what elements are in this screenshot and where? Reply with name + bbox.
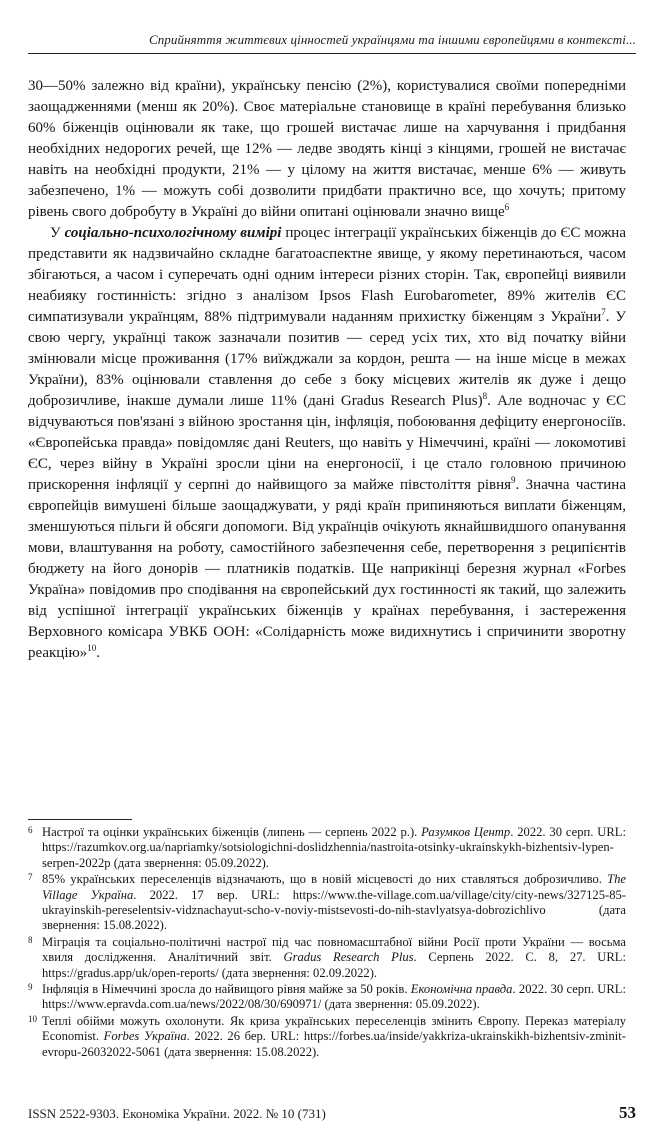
footnote-details: . 2022. 30 серп. URL: https://razumkov.org.ua/napriamky/sotsiologichni-doslidzhennia/nastroita-otsinky-ukrainskykh-bizhentsiv-lypen-serpen-2022p (дата звернення: 05.09.2022). bbox=[42, 825, 626, 870]
footnote-8 bbox=[28, 935, 626, 981]
footnote-ref-10[interactable]: 10 bbox=[87, 643, 97, 653]
page-footer bbox=[28, 1103, 636, 1123]
footnote-source: Разумков Центр bbox=[421, 825, 511, 839]
footnote-text: Теплі обійми можуть охолонути. Як криза українських переселенців змінить Європу. Переказ матеріалу Economist. bbox=[42, 1013, 626, 1044]
footnote-text: Інфляція в Німеччині зросла до найвищого рівня майже за 50 років. bbox=[42, 982, 411, 997]
paragraph-2-lead: У bbox=[50, 225, 65, 241]
paragraph-2 bbox=[28, 223, 626, 664]
footnote-details: . Серпень 2022. С. 8, 27. URL: https://gradus.app/uk/open-reports/ (дата звернення: 02.09.2022). bbox=[42, 950, 626, 980]
footnote-text: Настрої та оцінки українських біженців (липень — серпень 2022 р.). bbox=[42, 825, 422, 839]
footnote-ref-8[interactable]: 8 bbox=[482, 391, 488, 401]
emphasis-term: соціально-психологічному вимірі bbox=[64, 225, 282, 241]
footnote-divider bbox=[28, 819, 132, 820]
footnote-details: . 2022. 26 бер. URL: https://forbes.ua/inside/yakkriza-ukrainskikh-bizhentsiv-zminit-evropu-26032022-5061 (дата звернення: 15.08.2022). bbox=[42, 1029, 627, 1059]
paragraph-1-text: 30—50% залежно від країни), українську пенсію (2%), користувалися своїми попередніми заощадженнями (менш як 20%). Своє матеріальне становище в країні перебування близько 60% біженців оцінювали як таке, що грошей вистачає лише на харчування і придбання необхідних недорогих речей, ще 12% — ледве зводять кінці з кінцями, грошей не вистачає навіть на необхідні продукти, 21% — у цілому на життя вистачає, менше 6% — живуть забезпечено, 1% — можуть собі дозволити придбати практично все, що хочуть; притому рівень свого добробуту в Україні до війни опитані оцінювали значно вище bbox=[28, 78, 626, 220]
paragraph-2-text-b: . У свою чергу, українці також зазначали позитив — серед усіх тих, хто від початку війни змінювали місце проживання (17% виїжджали за кордон, решта — на інше місце в межах України), 83% оцінювали ставлення до себе з боку місцевих жителів як дуже і дещо доброзичливе, інакше думали лише 11% (дані Gradus Research Plus) bbox=[28, 309, 626, 409]
paragraph-2-end: . bbox=[96, 645, 100, 661]
paragraph-2-text-d: . Значна частина європейців вимушені більше заощаджувати, у ряді країн припиняються виплати біженцям, зменшуються пільги й обсяги допомоги. Від українців очікують якнайшвидшого опанування мови, влаштування на роботу, самостійного забезпечення себе, перетворення з реципієнтів бюджету на його донорів — платників податків. Ще наприкінці березня журнал «Forbes Україна» повідомив про сподівання на європейський дух гостинності як такий, що залежить від успішної інтеграції українських біженців у країнах перебування, і застереження Верховного комісара УВКБ ООН: «Солідарність може видихнутись і спричинити зворотну реакцію» bbox=[28, 477, 626, 661]
footnote-7 bbox=[28, 872, 626, 934]
footnote-10 bbox=[28, 1014, 626, 1060]
footnote-source: Forbes Україна bbox=[103, 1029, 187, 1044]
footnote-9 bbox=[28, 982, 626, 1013]
footnote-number: 10 bbox=[28, 1013, 37, 1024]
footnote-source: The Village Україна bbox=[42, 872, 626, 902]
journal-citation: ISSN 2522-9303. Економіка України. 2022. № 10 (731) bbox=[28, 1106, 326, 1121]
footnote-number: 6 bbox=[28, 825, 33, 835]
footnote-ref-9[interactable]: 9 bbox=[511, 475, 516, 485]
footnote-number: 8 bbox=[28, 934, 33, 945]
footnote-source: Gradus Research Plus bbox=[283, 950, 414, 965]
footnote-ref-6[interactable]: 6 bbox=[504, 202, 510, 212]
page-header bbox=[28, 32, 636, 54]
footnote-details: . 2022. 17 вер. URL: https://www.the-village.com.ua/village/city/city-news/327125-85-ukrayinskih-pereselentsiv-vidznachayut-scho-v-noviy-mistsevosti-do-nih-stavlyatsya-dobrozichlivo (дата звернення: 15.08.2022). bbox=[42, 887, 626, 933]
footnote-text: Міграція та соціально-політичні настрої під час повномасштабної війни Росії проти України — восьма хвиля дослідження. Аналітичний звіт. bbox=[42, 934, 626, 965]
footnote-text: 85% українських переселенців відзначають, що в новій місцевості до них ставляться доброзичливо. bbox=[42, 872, 608, 887]
paragraph-2-text-c: . Але водночас у ЄС відчуваються пов'язані з війною зростання цін, інфляція, побоювання дефіциту енергоносіїв. «Європейська правда» повідомляє дані Reuters, що навіть у Німеччині, країні — локомотиві ЄС, через війну в Україні зросли ціни на енергоносії, і це стало головною причиною прискорення інфляції у серпні до найвищого за майже півстоліття рівня bbox=[28, 393, 627, 493]
footnote-6 bbox=[28, 825, 626, 871]
footnote-source: Економічна правда bbox=[410, 982, 513, 997]
footnote-details: . 2022. 30 серп. URL: https://www.epravda.com.ua/news/2022/08/30/690971/ (дата звернення: 05.09.2022). bbox=[42, 982, 626, 1012]
main-text bbox=[28, 76, 626, 664]
page-number: 53 bbox=[619, 1103, 636, 1122]
footnote-ref-7[interactable]: 7 bbox=[601, 307, 606, 317]
paragraph-1 bbox=[28, 76, 626, 223]
footnote-number: 9 bbox=[28, 982, 33, 993]
footnote-number: 7 bbox=[28, 872, 33, 883]
paragraph-2-text-a: процес інтеграції українських біженців до ЄС можна представити як надзвичайно складне багатоаспектне явище, у якому перетинаються, часом збігаються, а часом і суперечать одні одним інтереси різних сторін. Так, європейці виявили неабияку гостинність: згідно з аналізом Ipsos Flash Eurobarometer, 89% жителів ЄС симпатизували українцям, 88% підтримували наданням прихистку біженцям з України bbox=[28, 225, 626, 325]
running-title: Сприйняття життєвих цінностей українцями та іншими європейцями в контексті... bbox=[148, 32, 636, 47]
footnotes bbox=[28, 825, 626, 1061]
